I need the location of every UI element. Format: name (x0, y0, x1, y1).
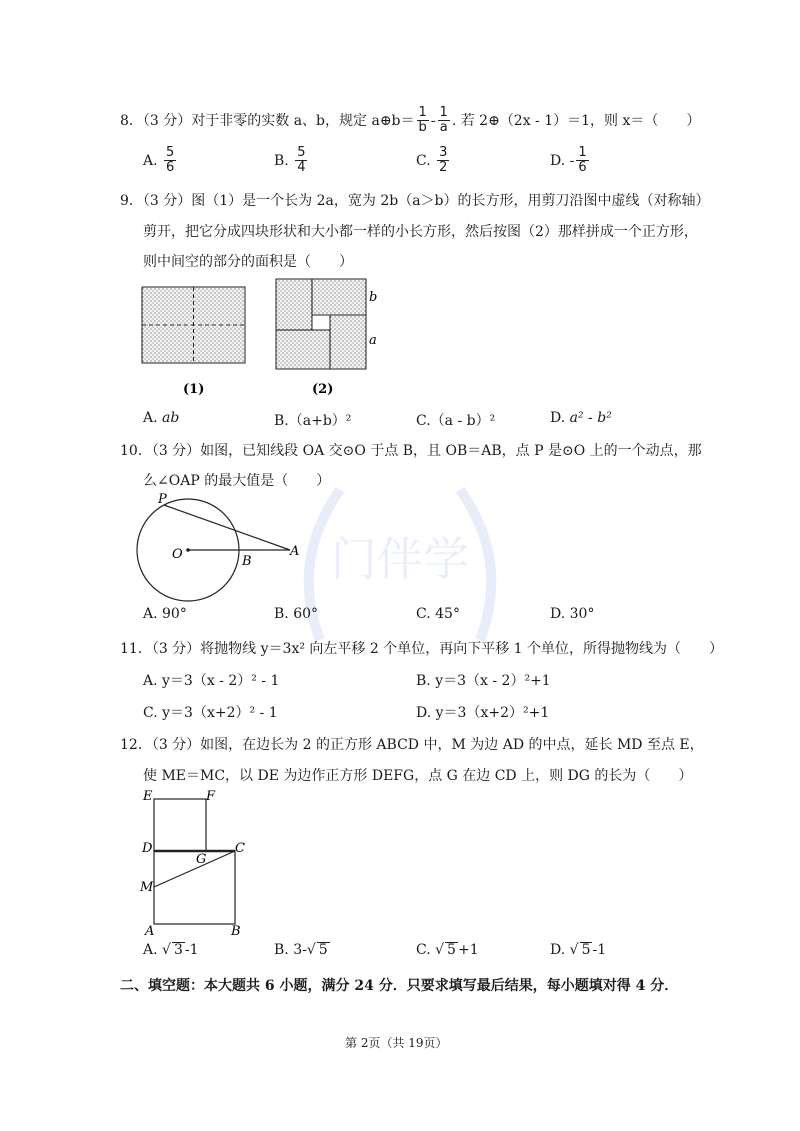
q12-label-d: D (142, 841, 153, 856)
q12-square-abcd (154, 851, 235, 924)
q9-fig2 (276, 279, 366, 369)
q9-line3: 则中间空的部分的面积是（ ） (143, 254, 353, 270)
q12-label-e: E (143, 789, 153, 804)
q9-line1: 9．（3 分）图（1）是一个长为 2a，宽为 2b（a＞b）的长方形，用剪刀沿图中虚线（对称轴） (120, 193, 710, 209)
q9-option-c[interactable]: C.（a - b）² (416, 413, 496, 429)
q9-line2: 剪开，把它分成四块形状和大小都一样的小长方形，然后按图（2）那样拼成一个正方形， (143, 224, 698, 240)
q9-fig1-caption: (1) (183, 382, 205, 397)
q9-option-d[interactable]: D. a² - b² (550, 410, 612, 426)
q8-option-b[interactable]: B. $\frac{5}{4}$ (274, 145, 306, 176)
q8-option-a[interactable]: A. $\frac{5}{6}$ (143, 145, 175, 176)
page-footer: 第 2页（共 19页） (345, 1036, 448, 1050)
q10-label-a: A (290, 544, 300, 559)
q9-figures (130, 276, 400, 401)
q11-option-d[interactable]: D. y＝3（x+2）²+1 (416, 705, 550, 721)
q11-option-a[interactable]: A. y＝3（x - 2）² - 1 (143, 673, 280, 689)
q10-line2: 么∠OAP 的最大值是（ ） (143, 473, 331, 489)
q12-option-d[interactable]: D. √ 5 -1 (550, 942, 607, 958)
q11-option-c[interactable]: C. y＝3（x+2）² - 1 (143, 705, 278, 721)
q12-segment-mc (154, 851, 235, 887)
q8-option-d[interactable]: D. - $\frac{1}{6}$ (550, 145, 587, 176)
q10-option-c[interactable]: C. 45° (416, 606, 460, 622)
q9-fig2-caption: (2) (312, 382, 334, 397)
q12-option-c[interactable]: C. √ 5 +1 (416, 942, 479, 958)
q12-figure (135, 785, 255, 940)
q10-label-p: P (158, 492, 167, 507)
q12-label-b: B (231, 924, 241, 939)
q10-label-o: O (172, 547, 183, 562)
q8-stem-a: 8．（3 分）对于非零的实数 a、b，规定 a⊕b＝ (120, 112, 415, 129)
q12-line1: 12．（3 分）如图，在边长为 2 的正方形 ABCD 中，M 为边 AD 的中点，延长 MD 至点 E， (120, 737, 704, 753)
q12-option-b[interactable]: B. 3-√ 5 (274, 942, 328, 958)
q12-label-m: M (140, 880, 154, 895)
q9-option-a[interactable]: A. ab (143, 410, 180, 426)
watermark-text: 门伴学 (331, 532, 469, 586)
q9-fig2-label-b: b (369, 290, 378, 305)
q10-option-a[interactable]: A. 90° (143, 606, 187, 622)
q11-option-b[interactable]: B. y＝3（x - 2）²+1 (416, 673, 551, 689)
q10-figure (130, 490, 310, 610)
q8-stem-b: . 若 2⊕（2x - 1）＝1，则 x＝（ ） (451, 112, 701, 129)
q9-fig2-label-a: a (369, 333, 377, 348)
q12-line2: 使 ME＝MC，以 DE 为边作正方形 DEFG，点 G 在边 CD 上，则 DG 的长为（ ） (143, 768, 693, 784)
q12-label-g: G (196, 852, 207, 867)
q10-option-b[interactable]: B. 60° (274, 606, 319, 622)
q12-label-a: A (145, 924, 155, 939)
q12-square-defg (154, 799, 206, 851)
section-2-heading: 二、填空题：本大题共 6 小题，满分 24 分．只要求填写最后结果，每小题填对得 4 分． (120, 978, 679, 994)
q8-option-c[interactable]: C. $\frac{3}{2}$ (416, 145, 448, 176)
q10-option-d[interactable]: D. 30° (550, 606, 595, 622)
q9-option-b[interactable]: B.（a+b）² (274, 413, 352, 429)
q10-segment-pa (164, 505, 290, 550)
q8-frac1: $\frac{1}{b}$ (418, 105, 427, 136)
q8-frac2: $\frac{1}{a}$ (439, 105, 448, 136)
q10-line1: 10．（3 分）如图，已知线段 OA 交⊙O 于点 B，且 OB＝AB，点 P 是⊙O 上的一个动点，那 (120, 443, 702, 459)
q8-stem: 8．（3 分）对于非零的实数 a、b，规定 a⊕b＝ $\frac{1}{b}$ - $\frac{1}{a}$ . 若 2⊕（2x - 1）＝1，则 x＝（ ） (120, 105, 701, 136)
q11-line1: 11．（3 分）将抛物线 y＝3x² 向左平移 2 个单位，再向下平移 1 个单位，所得抛物线为（ ） (120, 641, 724, 657)
q12-option-a[interactable]: A. √ 3 -1 (143, 942, 199, 958)
q12-label-c: C (235, 841, 245, 856)
q12-label-f: F (206, 789, 216, 804)
q10-label-b: B (242, 554, 252, 569)
